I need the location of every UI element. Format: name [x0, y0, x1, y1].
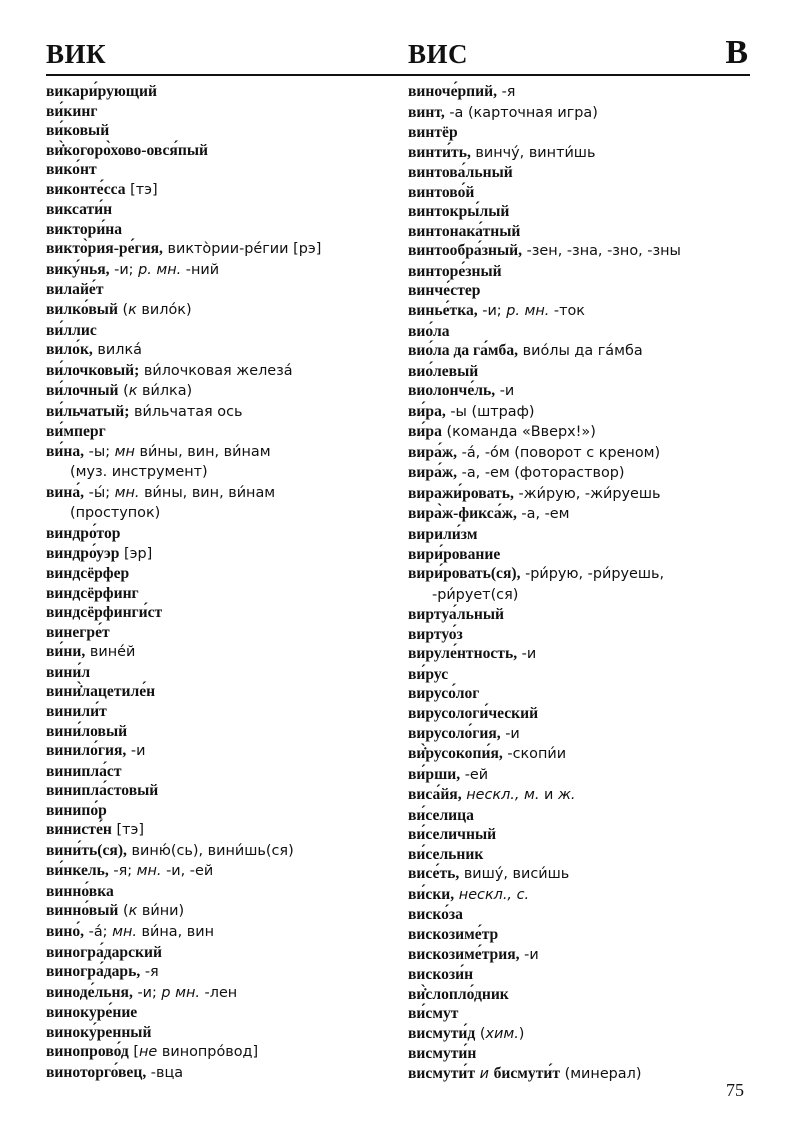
- gloss: ви́льчатая ось: [129, 403, 243, 420]
- headword: ви́селичный: [408, 826, 497, 844]
- grammar-label: р мн.: [161, 984, 200, 1001]
- dictionary-entry: [46, 882, 406, 902]
- dictionary-entry: [46, 300, 406, 321]
- grammar-label: нескл., с.: [458, 886, 530, 903]
- gloss: -ри́рует(ся): [432, 586, 519, 603]
- gloss: (муз. инструмент): [70, 464, 208, 481]
- headword: ви̇̀когоро̀хово-овся́пый: [46, 141, 208, 159]
- headword: ви́ковый: [46, 122, 110, 140]
- dictionary-entry: [46, 220, 406, 240]
- headword: вини́ть(ся),: [46, 841, 127, 859]
- dictionary-entry: [408, 402, 768, 423]
- headword: ви́ра: [408, 423, 442, 441]
- gloss: вио́лы да га́мба: [518, 343, 643, 360]
- headword: вира̀ж-фикса́ж,: [408, 505, 517, 523]
- dictionary-entry: [408, 281, 768, 301]
- dictionary-entry: [46, 841, 406, 862]
- headword: ви̇̀русокопи́я,: [408, 745, 503, 763]
- gloss: и: [539, 787, 558, 804]
- headword: виндсёрфинг: [46, 584, 139, 602]
- running-head-middle: ВИС: [408, 39, 469, 69]
- headword: винипо́р: [46, 801, 107, 819]
- dictionary-entry: [408, 785, 768, 806]
- dictionary-entry: [408, 322, 768, 342]
- headword: винопрово́д: [46, 1043, 129, 1061]
- dictionary-entry: [408, 1064, 768, 1085]
- dictionary-entry: [408, 241, 768, 262]
- dictionary-entry: [46, 642, 406, 663]
- headword: викто̀рия-ре́гия,: [46, 240, 163, 258]
- headword: вируле́нтность,: [408, 645, 518, 663]
- headword: вискозиме́трия,: [408, 945, 520, 963]
- dictionary-entry: [46, 922, 406, 943]
- headword: виртуо́з: [408, 625, 463, 643]
- gloss: (проступок): [70, 505, 161, 522]
- dictionary-entry: [46, 102, 406, 122]
- gloss: -ей: [460, 766, 489, 783]
- headword: ви́льчатый;: [46, 402, 130, 420]
- dictionary-entry: [408, 605, 768, 625]
- gloss: [: [128, 1044, 140, 1061]
- gloss: -жи́рую, -жи́руешь: [513, 485, 661, 502]
- headword: винокуре́ние: [46, 1004, 138, 1022]
- dictionary-entry: [46, 1023, 406, 1043]
- dictionary-entry: [46, 280, 406, 300]
- dictionary-entry: [46, 141, 406, 161]
- headword: вилайе́т: [46, 281, 104, 299]
- gloss: (минерал): [560, 1065, 642, 1082]
- grammar-label: не: [139, 1044, 158, 1061]
- gloss: (: [118, 903, 129, 920]
- headword: винило́гия,: [46, 742, 127, 760]
- dictionary-entry: [408, 484, 768, 505]
- gloss: -и;: [132, 984, 162, 1001]
- gloss: ви́ны, вин, ви́нам: [134, 443, 271, 460]
- gloss: -а (карточная игра): [444, 104, 598, 121]
- headword: винье́тка,: [408, 302, 478, 320]
- dictionary-entry: [46, 623, 406, 643]
- gloss: -и: [519, 946, 539, 963]
- headword: вико́нт: [46, 161, 97, 179]
- headword: вини́ловый: [46, 722, 128, 740]
- gloss: ви́ны, вин, ви́нам: [139, 484, 276, 501]
- dictionary-entry: [46, 603, 406, 623]
- dictionary-entry: [46, 901, 406, 922]
- dictionary-entry: [408, 545, 768, 565]
- headword: ви́ски,: [408, 885, 455, 903]
- dictionary-entry: [46, 801, 406, 821]
- gloss: -ы;: [84, 443, 115, 460]
- headword: винили́т: [46, 702, 107, 720]
- gloss: винчу́, винти́шь: [470, 144, 596, 161]
- gloss: [тэ]: [111, 822, 144, 839]
- grammar-label: мн.: [136, 863, 162, 880]
- headword: висмути́т: [408, 1064, 476, 1082]
- dictionary-entry: [408, 744, 768, 765]
- headword: вику́нья,: [46, 260, 110, 278]
- gloss: ви́лочковая железа́: [139, 362, 293, 379]
- gloss: -и: [500, 725, 520, 742]
- headword: винт,: [408, 103, 445, 121]
- dictionary-entry: [46, 943, 406, 963]
- dictionary-entry: [408, 625, 768, 645]
- headword: виртуа́льный: [408, 606, 504, 624]
- headword: ви́мперг: [46, 423, 106, 441]
- dictionary-entry: [408, 202, 768, 222]
- headword: вирусо́лог: [408, 685, 480, 703]
- dictionary-entry: [46, 682, 406, 702]
- dictionary-entry: [46, 121, 406, 141]
- section-letter: В: [725, 34, 748, 71]
- header-rule: [46, 74, 750, 76]
- dictionary-entry: [408, 504, 768, 525]
- headword: вино́,: [46, 922, 85, 940]
- dictionary-entry: [46, 180, 406, 201]
- headword: винегре́т: [46, 623, 110, 641]
- dictionary-entry: [408, 985, 768, 1005]
- dictionary-entry: [408, 864, 768, 885]
- headword: виско́за: [408, 906, 463, 924]
- gloss: вило́к): [136, 302, 192, 319]
- entry-continuation: [408, 585, 768, 606]
- grammar-label: к: [128, 383, 138, 400]
- headword: винисте́н: [46, 821, 112, 839]
- headword: вискозиме́тр: [408, 925, 499, 943]
- headword: вио́ла да га́мба,: [408, 342, 519, 360]
- grammar-label: мн.: [112, 923, 137, 940]
- dictionary-entry: [46, 483, 406, 504]
- dictionary-entry: [46, 1042, 406, 1063]
- headword: виражи́ровать,: [408, 484, 514, 502]
- dictionary-entry: [46, 1003, 406, 1023]
- entry-continuation: [46, 503, 406, 524]
- dictionary-entry: [46, 260, 406, 281]
- headword: винно́вка: [46, 882, 114, 900]
- headword: винторе́зный: [408, 262, 502, 280]
- dictionary-entry: [46, 340, 406, 361]
- dictionary-entry: [408, 644, 768, 665]
- dictionary-entry: [46, 442, 406, 463]
- headword: виноче́рпий,: [408, 83, 498, 100]
- headword: винче́стер: [408, 282, 481, 300]
- right-column: [408, 82, 768, 1084]
- gloss: виню́(сь), вини́шь(ся): [126, 842, 294, 859]
- gloss: винопро́вод]: [157, 1044, 259, 1061]
- gloss: -и;: [477, 303, 507, 320]
- dictionary-entry: [46, 702, 406, 722]
- headword: виндро́уэр: [46, 544, 120, 562]
- headword: виса́йя,: [408, 786, 462, 804]
- headword: висмути́д: [408, 1024, 476, 1042]
- gloss: -зен, -зна, -зно, -зны: [522, 243, 681, 260]
- dictionary-entry: [408, 945, 768, 966]
- dictionary-entry: [408, 262, 768, 282]
- headword: винтова́льный: [408, 164, 513, 182]
- dictionary-entry: [408, 301, 768, 322]
- headword: виноде́льня,: [46, 983, 133, 1001]
- headword: ви́лочный: [46, 382, 119, 400]
- gloss: -ы́;: [84, 484, 115, 501]
- dictionary-entry: [408, 665, 768, 685]
- dictionary-entry: [408, 925, 768, 945]
- gloss: ви́на, вин: [136, 923, 214, 940]
- gloss: (команда «Вверх!»): [441, 424, 596, 441]
- gloss: -ри́рую, -ри́руешь,: [520, 566, 665, 583]
- dictionary-entry: [46, 861, 406, 882]
- grammar-label: и: [479, 1065, 489, 1082]
- headword: винно́вый: [46, 902, 119, 920]
- gloss: -а, -ем: [516, 506, 570, 523]
- dictionary-entry: [408, 163, 768, 183]
- headword: вини́л: [46, 663, 91, 681]
- grammar-label: нескл., м.: [466, 787, 540, 804]
- dictionary-entry: [46, 820, 406, 841]
- gloss: -и, -ей: [161, 863, 214, 880]
- dictionary-entry: [46, 663, 406, 683]
- dictionary-entry: [46, 564, 406, 584]
- dictionary-entry: [408, 1044, 768, 1064]
- dictionary-entry: [408, 222, 768, 242]
- page-header: [46, 36, 750, 76]
- headword: ви́смут: [408, 1005, 459, 1023]
- grammar-label: мн.: [114, 484, 140, 501]
- headword: вио́ла: [408, 322, 450, 340]
- gloss: вине́й: [85, 644, 136, 661]
- gloss: -ний: [181, 261, 220, 278]
- headword: винтообра́зный,: [408, 242, 523, 260]
- dictionary-entry: [408, 123, 768, 143]
- dictionary-entry: [46, 584, 406, 604]
- dictionary-entry: [46, 544, 406, 565]
- headword: виногра́дарский: [46, 943, 162, 961]
- gloss: -а́, -о́м (поворот с креном): [457, 444, 661, 461]
- dictionary-entry: [408, 1004, 768, 1024]
- dictionary-entry: [408, 381, 768, 402]
- headword: ви́нкель,: [46, 862, 109, 880]
- dictionary-entry: [408, 82, 768, 103]
- headword: ви́ра,: [408, 402, 446, 420]
- dictionary-entry: [408, 564, 768, 585]
- gloss: -и: [517, 646, 537, 663]
- grammar-label: хим.: [485, 1025, 519, 1042]
- headword: викари́рующий: [46, 83, 157, 100]
- gloss: -лен: [199, 984, 238, 1001]
- gloss: -я;: [108, 863, 137, 880]
- dictionary-entry: [408, 704, 768, 724]
- headword: вилко́вый: [46, 301, 118, 319]
- gloss: ви́лка): [137, 383, 193, 400]
- dictionary-entry: [46, 381, 406, 402]
- dictionary-entry: [46, 781, 406, 801]
- gloss: -вца: [146, 1064, 184, 1081]
- gloss: -я: [140, 964, 159, 981]
- gloss: -ы (штраф): [445, 403, 535, 420]
- page-number: 75: [726, 1080, 744, 1100]
- dictionary-entry: [408, 724, 768, 745]
- headword: вирусоло́гия,: [408, 724, 501, 742]
- headword: виндсёрфинги́ст: [46, 604, 163, 622]
- gloss: -и: [126, 743, 146, 760]
- running-head-left: ВИК: [46, 39, 107, 69]
- headword: винти́ть,: [408, 143, 471, 161]
- dictionary-entry: [408, 362, 768, 382]
- entry-continuation: [46, 462, 406, 483]
- headword: вира́ж,: [408, 443, 458, 461]
- gloss: (: [117, 302, 129, 319]
- dictionary-entry: [408, 422, 768, 443]
- dictionary-entry: [408, 806, 768, 826]
- dictionary-entry: [46, 762, 406, 782]
- dictionary-entry: [408, 143, 768, 164]
- headword: вини̇̀лацетиле́н: [46, 683, 156, 701]
- headword: винипла́стовый: [46, 782, 159, 800]
- dictionary-entry: [408, 443, 768, 464]
- dictionary-entry: [408, 525, 768, 545]
- dictionary-entry: [46, 422, 406, 442]
- headword: винтово́й: [408, 183, 475, 201]
- headword: ви́ни,: [46, 643, 86, 661]
- gloss: ви́ни): [137, 903, 185, 920]
- headword: висе́ть,: [408, 865, 460, 883]
- dictionary-entry: [408, 825, 768, 845]
- gloss: вилка́: [92, 342, 142, 359]
- headword: ви́рус: [408, 665, 449, 683]
- headword: виногра́дарь,: [46, 963, 141, 981]
- headword: виктори́на: [46, 220, 123, 238]
- dictionary-entry: [46, 524, 406, 544]
- left-column: [46, 82, 406, 1083]
- headword: ви́лочковый;: [46, 361, 140, 379]
- dictionary-entry: [408, 765, 768, 786]
- headword: вирусологи́ческий: [408, 704, 539, 722]
- headword: вио́левый: [408, 362, 479, 380]
- gloss: [тэ]: [125, 181, 158, 198]
- headword: ви́селица: [408, 806, 474, 824]
- dictionary-entry: [46, 361, 406, 382]
- headword: ви́сельник: [408, 845, 484, 863]
- grammar-label: к: [128, 302, 137, 319]
- dictionary-entry: [46, 1063, 406, 1084]
- dictionary-entry: [408, 905, 768, 925]
- headword: ви̇̀слопло́дник: [408, 985, 509, 1003]
- dictionary-entry: [408, 341, 768, 362]
- gloss: викто̀рии-ре́гии [рэ]: [162, 241, 322, 258]
- headword: виноку́ренный: [46, 1023, 152, 1041]
- gloss: -ток: [549, 303, 585, 320]
- gloss: -а, -ем (фотораствор): [457, 465, 625, 482]
- dictionary-entry: [46, 82, 406, 102]
- gloss: (: [118, 383, 129, 400]
- grammar-label: ж.: [557, 787, 576, 804]
- headword: виндсёрфер: [46, 565, 130, 583]
- dictionary-entry: [46, 321, 406, 341]
- headword: винтёр: [408, 124, 458, 142]
- dictionary-entry: [46, 239, 406, 260]
- dictionary-entry: [408, 183, 768, 203]
- gloss: -скопи́и: [502, 746, 567, 763]
- gloss: -и: [495, 383, 515, 400]
- headword: висмути́н: [408, 1045, 477, 1063]
- dictionary-entry: [46, 722, 406, 742]
- headword: вина́,: [46, 483, 85, 501]
- headword: ви́рши,: [408, 765, 461, 783]
- dictionary-entry: [46, 983, 406, 1004]
- headword: вило́к,: [46, 341, 93, 359]
- dictionary-entry: [408, 845, 768, 865]
- dictionary-entry: [408, 965, 768, 985]
- grammar-label: к: [128, 903, 138, 920]
- headword: ви́на,: [46, 442, 85, 460]
- gloss: -и;: [109, 261, 139, 278]
- dictionary-entry: [408, 885, 768, 906]
- dictionary-entry: [46, 160, 406, 180]
- grammar-label: р. мн.: [506, 303, 550, 320]
- headword: ви́ллис: [46, 321, 97, 339]
- headword: виндро́тор: [46, 525, 121, 543]
- dictionary-entry: [46, 741, 406, 762]
- headword: виксати́н: [46, 201, 113, 219]
- gloss: (: [475, 1025, 486, 1042]
- grammar-label: р. мн.: [138, 261, 182, 278]
- headword: винтонака́тный: [408, 222, 521, 240]
- grammar-label: мн: [114, 443, 135, 460]
- headword: виконте́сса: [46, 180, 126, 198]
- dictionary-entry: [408, 103, 768, 124]
- headword: винипла́ст: [46, 762, 122, 780]
- headword: вири́ровать(ся),: [408, 565, 521, 583]
- gloss: ): [518, 1025, 525, 1042]
- gloss: [эр]: [119, 545, 153, 562]
- headword: бисмути́т: [493, 1064, 561, 1082]
- dictionary-entry: [408, 463, 768, 484]
- dictionary-entry: [46, 402, 406, 423]
- headword: ви́кинг: [46, 102, 98, 120]
- dictionary-entry: [46, 962, 406, 983]
- headword: виноторго́вец,: [46, 1063, 147, 1081]
- gloss: вишу́, виси́шь: [459, 866, 570, 883]
- gloss: -я: [497, 84, 516, 100]
- headword: вирили́зм: [408, 526, 478, 544]
- headword: вискози́н: [408, 966, 474, 984]
- gloss: -а́;: [84, 923, 113, 940]
- headword: виолонче́ль,: [408, 382, 496, 400]
- dictionary-entry: [46, 200, 406, 220]
- headword: вира́ж,: [408, 464, 458, 482]
- headword: винтокры́лый: [408, 203, 510, 221]
- dictionary-entry: [408, 1024, 768, 1045]
- dictionary-entry: [408, 684, 768, 704]
- headword: вири́рование: [408, 545, 501, 563]
